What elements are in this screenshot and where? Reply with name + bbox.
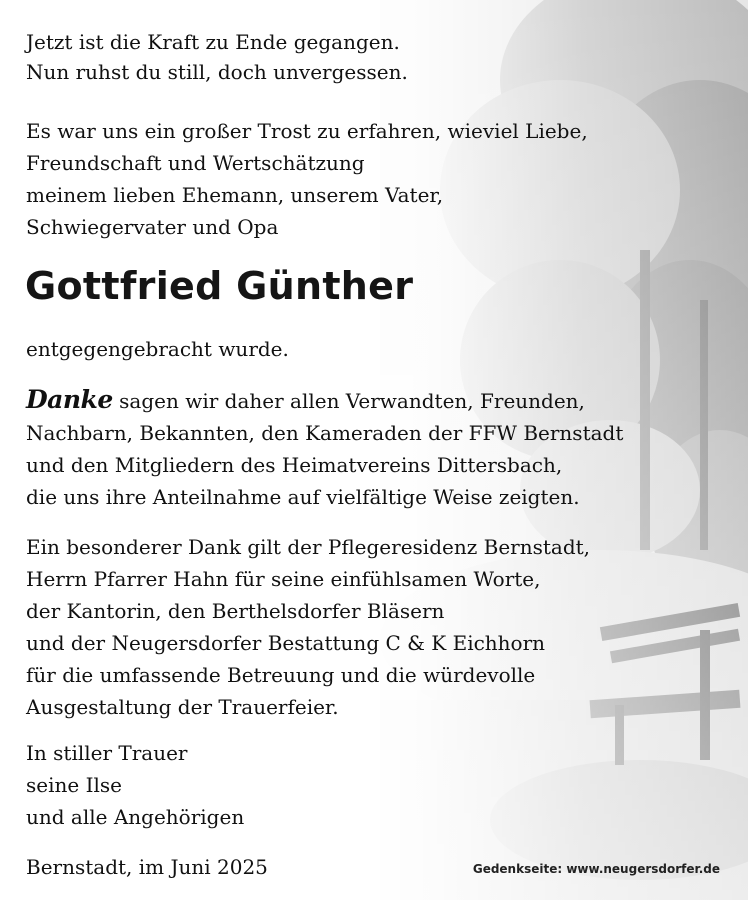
signature-line-1: In stiller Trauer (26, 741, 188, 765)
thanks-line-1-rest: sagen wir daher allen Verwandten, Freunden, (112, 389, 585, 413)
deceased-name: Gottfried Günther (25, 264, 414, 308)
signature-line-2: seine Ilse (26, 773, 122, 797)
special-thanks-line-2: Herrn Pfarrer Hahn für seine einfühlsamen Worte, (26, 567, 541, 591)
received-line: entgegengebracht wurde. (26, 337, 289, 361)
special-thanks-line-4: und der Neugersdorfer Bestattung C & K Eichhorn (26, 631, 546, 655)
thanks-line-1 (26, 386, 585, 415)
signature-line-3: und alle Angehörigen (26, 805, 245, 829)
danke-word: Danke (26, 385, 113, 414)
place-date: Bernstadt, im Juni 2025 (26, 855, 268, 879)
thanks-line-3: und den Mitgliedern des Heimatvereins Dittersbach, (26, 453, 563, 477)
special-thanks-line-5: für die umfassende Betreuung und die würdevolle (26, 663, 536, 687)
special-thanks-line-3: der Kantorin, den Berthelsdorfer Bläsern (26, 599, 445, 623)
special-thanks-line-6: Ausgestaltung der Trauerfeier. (26, 695, 339, 719)
memorial-page-link[interactable]: Gedenkseite: www.neugersdorfer.de (472, 862, 720, 876)
intro-line-2: Freundschaft und Wertschätzung (26, 151, 365, 175)
special-thanks-line-1: Ein besonderer Dank gilt der Pflegeresidenz Bernstadt, (26, 535, 591, 559)
intro-line-3: meinem lieben Ehemann, unserem Vater, (26, 183, 444, 207)
thanks-line-4: die uns ihre Anteilnahme auf vielfältige Weise zeigten. (26, 485, 580, 509)
intro-line-1: Es war uns ein großer Trost zu erfahren, wieviel Liebe, (26, 119, 588, 143)
poem-line-1: Jetzt ist die Kraft zu Ende gegangen. (26, 30, 400, 54)
poem-line-2: Nun ruhst du still, doch unvergessen. (26, 60, 408, 84)
thanks-line-2: Nachbarn, Bekannten, den Kameraden der FFW Bernstadt (26, 421, 624, 445)
intro-line-4: Schwiegervater und Opa (26, 215, 279, 239)
